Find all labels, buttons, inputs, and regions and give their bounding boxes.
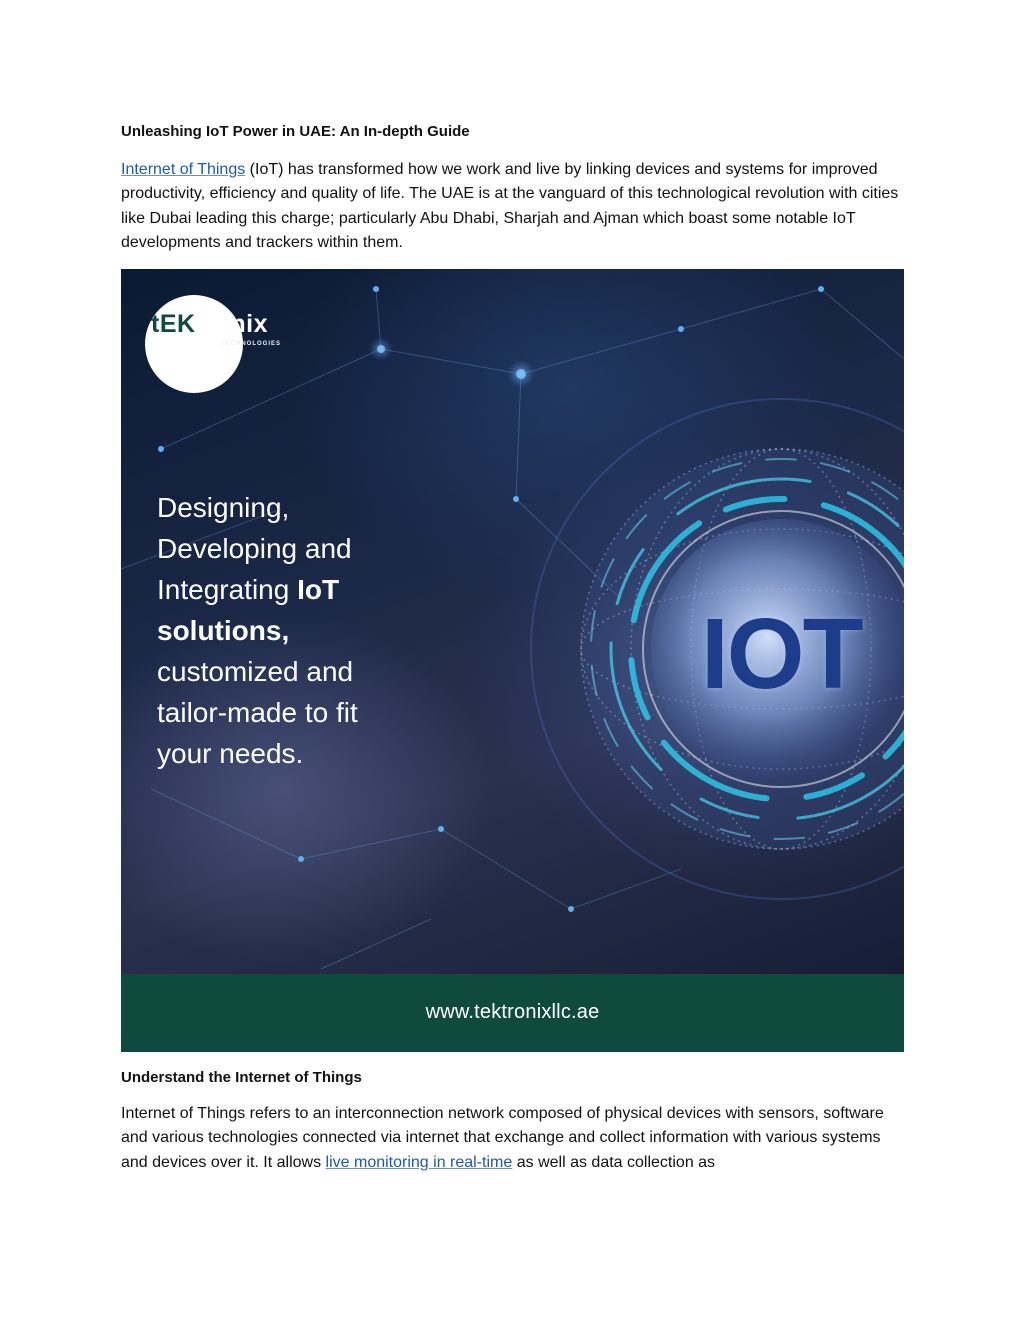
website-url: www.tektronixllc.ae [425, 1001, 600, 1023]
section-text-before-link: Internet of Things refers to an interconnection network composed of physical devices with sensors, software and various technologies connected via internet that exchange and collect information with various systems and devices over it. It allows [121, 1105, 884, 1171]
headline-line-3 [157, 569, 497, 610]
headline-line-3-bold: IoT [297, 574, 340, 605]
logo-subtitle: TECHNOLOGIES [221, 341, 282, 347]
headline-line-3-regular: Integrating [157, 574, 298, 605]
headline-line-7: your needs. [157, 738, 304, 769]
intro-text: (IoT) has transformed how we work and live by linking devices and systems for improved productivity, efficiency and quality of life. The UAE is at the vanguard of this technological revolution with cities like Dubai leading this charge; particularly Abu Dhabi, Sharjah and Ajman which boast some notable IoT developments and trackers within them. [121, 161, 899, 251]
banner-headline [157, 487, 497, 774]
tektronix-logo [151, 309, 268, 339]
section-paragraph [121, 1102, 904, 1175]
banner-footer-bar [121, 974, 904, 1052]
headline-line-2: Developing and [157, 533, 352, 564]
internet-of-things-link[interactable]: Internet of Things [121, 161, 246, 178]
section-heading: Understand the Internet of Things [121, 1069, 362, 1086]
tektronix-banner-image [121, 269, 904, 1052]
logo-suffix: tronix [195, 310, 269, 338]
logo-prefix: tEK [151, 310, 196, 338]
intro-paragraph [121, 158, 904, 255]
headline-line-4-bold: solutions, [157, 615, 290, 646]
globe-iot-text: IOT [701, 598, 862, 710]
headline-line-1: Designing, [157, 492, 290, 523]
headline-line-6: tailor-made to fit [157, 697, 358, 728]
article-title: Unleashing IoT Power in UAE: An In-depth Guide [121, 123, 470, 140]
live-monitoring-link[interactable]: live monitoring in real-time [325, 1153, 513, 1171]
headline-line-5: customized and [157, 656, 354, 687]
section-text-after-link: as well as data collection as [512, 1153, 716, 1171]
